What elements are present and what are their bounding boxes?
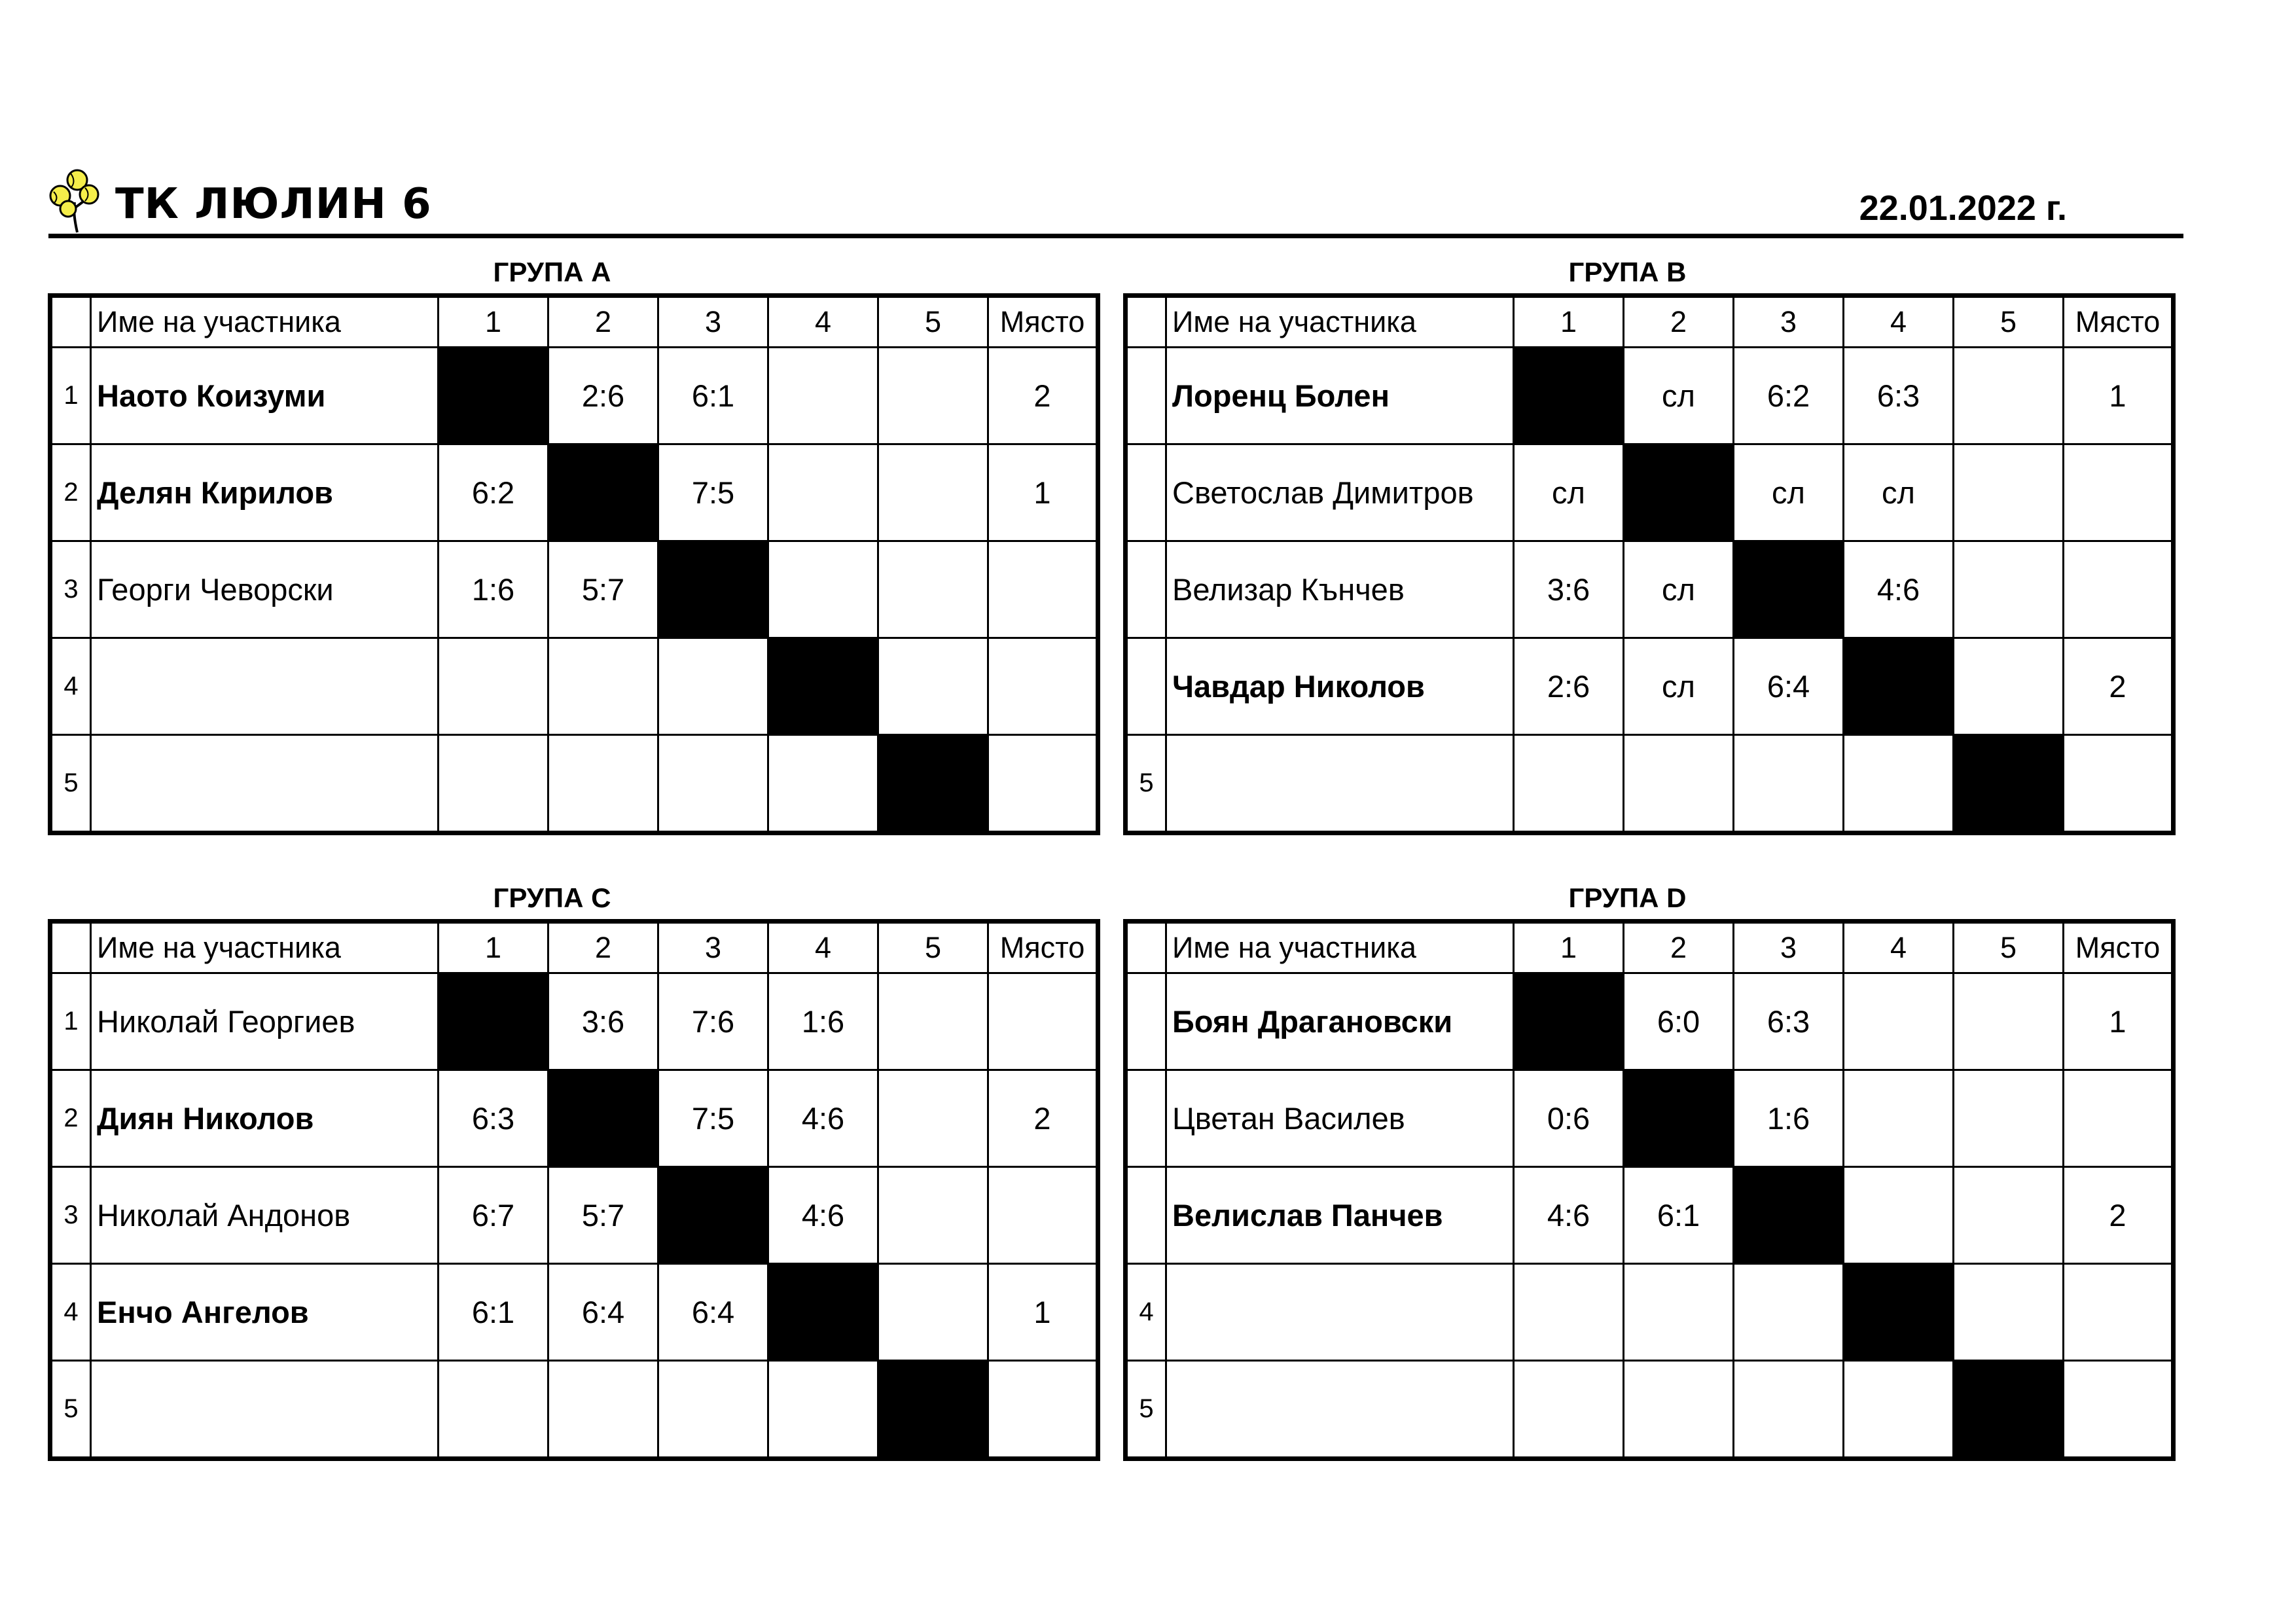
match-result-cell: 6:3 xyxy=(439,1070,548,1167)
row-index-cell xyxy=(1126,444,1166,541)
row-index-cell xyxy=(1126,1167,1166,1264)
match-result-cell xyxy=(1734,1264,1844,1361)
self-match-blocked-cell xyxy=(1514,973,1624,1070)
self-match-blocked-cell xyxy=(1734,541,1844,638)
match-result-cell xyxy=(768,444,878,541)
header-opponent-5-cell: 5 xyxy=(1954,922,2064,973)
participant-name-cell xyxy=(91,735,439,833)
participant-name-cell: Лоренц Болен xyxy=(1166,348,1514,444)
participant-name-cell: Енчо Ангелов xyxy=(91,1264,439,1361)
place-cell: 2 xyxy=(988,1070,1098,1167)
place-cell xyxy=(988,1167,1098,1264)
header-opponent-3-cell: 3 xyxy=(658,922,768,973)
participant-name-cell: Велислав Панчев xyxy=(1166,1167,1514,1264)
self-match-blocked-cell xyxy=(878,735,988,833)
match-result-cell: сл xyxy=(1514,444,1624,541)
participant-name-cell: Николай Георгиев xyxy=(91,973,439,1070)
place-cell: 2 xyxy=(2064,638,2174,735)
place-cell xyxy=(2064,541,2174,638)
match-result-cell: 6:1 xyxy=(439,1264,548,1361)
match-result-cell xyxy=(1954,973,2064,1070)
place-cell: 1 xyxy=(2064,973,2174,1070)
match-result-cell xyxy=(768,735,878,833)
place-cell: 2 xyxy=(2064,1167,2174,1264)
group-table xyxy=(48,919,1100,1461)
self-match-blocked-cell xyxy=(658,541,768,638)
match-result-cell: 5:7 xyxy=(548,1167,658,1264)
match-result-cell: 6:2 xyxy=(1734,348,1844,444)
match-result-cell xyxy=(1844,1167,1954,1264)
match-result-cell: 4:6 xyxy=(1514,1167,1624,1264)
table-row xyxy=(50,1361,1098,1459)
row-index-cell: 3 xyxy=(50,541,91,638)
header-opponent-4-cell: 4 xyxy=(768,296,878,348)
match-result-cell: 3:6 xyxy=(1514,541,1624,638)
tennis-tree-logo-icon xyxy=(48,168,101,234)
match-result-cell xyxy=(1624,1264,1734,1361)
participant-name-cell: Боян Драгановски xyxy=(1166,973,1514,1070)
header-opponent-5-cell: 5 xyxy=(878,296,988,348)
row-index-cell: 2 xyxy=(50,1070,91,1167)
row-index-cell: 2 xyxy=(50,444,91,541)
row-index-cell xyxy=(1126,1070,1166,1167)
match-result-cell xyxy=(1844,1361,1954,1459)
group-table xyxy=(1123,293,2176,835)
group-title: ГРУПА B xyxy=(1568,257,1687,287)
table-row xyxy=(50,541,1098,638)
self-match-blocked-cell xyxy=(548,444,658,541)
header-opponent-5-cell: 5 xyxy=(1954,296,2064,348)
row-index-cell: 5 xyxy=(1126,735,1166,833)
table-row xyxy=(50,973,1098,1070)
match-result-cell xyxy=(1514,1264,1624,1361)
match-result-cell: 3:6 xyxy=(548,973,658,1070)
self-match-blocked-cell xyxy=(1624,444,1734,541)
match-result-cell: 4:6 xyxy=(768,1167,878,1264)
header-opponent-1-cell: 1 xyxy=(439,922,548,973)
place-cell: 1 xyxy=(988,444,1098,541)
match-result-cell: 6:0 xyxy=(1624,973,1734,1070)
table-header-row xyxy=(50,296,1098,348)
header-opponent-2-cell: 2 xyxy=(548,922,658,973)
header-index-cell xyxy=(1126,296,1166,348)
group-title: ГРУПА C xyxy=(493,882,611,913)
row-index-cell: 5 xyxy=(50,1361,91,1459)
match-result-cell xyxy=(878,1264,988,1361)
match-result-cell: 2:6 xyxy=(1514,638,1624,735)
match-result-cell: сл xyxy=(1624,541,1734,638)
match-result-cell xyxy=(548,1361,658,1459)
match-result-cell xyxy=(1954,1264,2064,1361)
header-index-cell xyxy=(1126,922,1166,973)
match-result-cell xyxy=(1954,1167,2064,1264)
place-cell xyxy=(2064,1264,2174,1361)
self-match-blocked-cell xyxy=(768,1264,878,1361)
club-name: ТК ЛЮЛИН 6 xyxy=(115,180,432,228)
match-result-cell: 1:6 xyxy=(1734,1070,1844,1167)
participant-name-cell xyxy=(1166,1264,1514,1361)
match-result-cell: 6:4 xyxy=(548,1264,658,1361)
place-cell xyxy=(988,735,1098,833)
match-result-cell: 6:1 xyxy=(658,348,768,444)
header-place-cell: Място xyxy=(2064,922,2174,973)
row-index-cell: 4 xyxy=(50,638,91,735)
match-result-cell: 7:6 xyxy=(658,973,768,1070)
match-result-cell: 1:6 xyxy=(439,541,548,638)
header-opponent-1-cell: 1 xyxy=(439,296,548,348)
self-match-blocked-cell xyxy=(1734,1167,1844,1264)
row-index-cell xyxy=(1126,973,1166,1070)
match-result-cell xyxy=(548,638,658,735)
place-cell: 1 xyxy=(2064,348,2174,444)
table-row xyxy=(50,444,1098,541)
match-result-cell xyxy=(878,638,988,735)
header-name-cell: Име на участника xyxy=(1166,922,1514,973)
match-result-cell xyxy=(1844,1070,1954,1167)
self-match-blocked-cell xyxy=(658,1167,768,1264)
row-index-cell xyxy=(1126,638,1166,735)
participant-name-cell: Георги Чеворски xyxy=(91,541,439,638)
place-cell xyxy=(988,973,1098,1070)
header-index-cell xyxy=(50,296,91,348)
row-index-cell xyxy=(1126,348,1166,444)
match-result-cell xyxy=(1954,1070,2064,1167)
match-result-cell: 1:6 xyxy=(768,973,878,1070)
event-date: 22.01.2022 г. xyxy=(1859,189,2067,228)
header-index-cell xyxy=(50,922,91,973)
self-match-blocked-cell xyxy=(439,973,548,1070)
header-opponent-2-cell: 2 xyxy=(1624,296,1734,348)
header-place-cell: Място xyxy=(988,296,1098,348)
header-opponent-3-cell: 3 xyxy=(1734,922,1844,973)
match-result-cell xyxy=(878,1070,988,1167)
row-index-cell: 4 xyxy=(50,1264,91,1361)
self-match-blocked-cell xyxy=(1954,735,2064,833)
group-table xyxy=(48,293,1100,835)
page-header xyxy=(48,160,2183,238)
participant-name-cell: Диян Николов xyxy=(91,1070,439,1167)
match-result-cell: 6:1 xyxy=(1624,1167,1734,1264)
match-result-cell: 2:6 xyxy=(548,348,658,444)
row-index-cell: 3 xyxy=(50,1167,91,1264)
match-result-cell xyxy=(1954,541,2064,638)
group-table xyxy=(1123,919,2176,1461)
match-result-cell xyxy=(768,348,878,444)
self-match-blocked-cell xyxy=(439,348,548,444)
header-opponent-1-cell: 1 xyxy=(1514,922,1624,973)
match-result-cell: 6:4 xyxy=(658,1264,768,1361)
match-result-cell xyxy=(658,735,768,833)
row-index-cell: 1 xyxy=(50,973,91,1070)
match-result-cell xyxy=(439,735,548,833)
match-result-cell: сл xyxy=(1624,638,1734,735)
header-opponent-3-cell: 3 xyxy=(1734,296,1844,348)
table-row xyxy=(1126,638,2174,735)
header-opponent-3-cell: 3 xyxy=(658,296,768,348)
row-index-cell: 4 xyxy=(1126,1264,1166,1361)
self-match-blocked-cell xyxy=(1954,1361,2064,1459)
table-row xyxy=(1126,1264,2174,1361)
match-result-cell: 7:5 xyxy=(658,444,768,541)
match-result-cell: 6:3 xyxy=(1844,348,1954,444)
table-row xyxy=(1126,735,2174,833)
match-result-cell: 7:5 xyxy=(658,1070,768,1167)
header-opponent-2-cell: 2 xyxy=(1624,922,1734,973)
participant-name-cell xyxy=(91,1361,439,1459)
header-place-cell: Място xyxy=(2064,296,2174,348)
match-result-cell xyxy=(878,541,988,638)
place-cell xyxy=(988,638,1098,735)
match-result-cell xyxy=(1954,444,2064,541)
table-row xyxy=(50,638,1098,735)
header-opponent-4-cell: 4 xyxy=(1844,922,1954,973)
place-cell xyxy=(988,1361,1098,1459)
participant-name-cell xyxy=(91,638,439,735)
participant-name-cell: Чавдар Николов xyxy=(1166,638,1514,735)
match-result-cell: 0:6 xyxy=(1514,1070,1624,1167)
participant-name-cell: Цветан Василев xyxy=(1166,1070,1514,1167)
table-row xyxy=(1126,1070,2174,1167)
match-result-cell: 5:7 xyxy=(548,541,658,638)
participant-name-cell: Делян Кирилов xyxy=(91,444,439,541)
match-result-cell xyxy=(878,973,988,1070)
match-result-cell xyxy=(878,444,988,541)
table-row xyxy=(1126,541,2174,638)
match-result-cell: 6:3 xyxy=(1734,973,1844,1070)
header-name-cell: Име на участника xyxy=(91,296,439,348)
match-result-cell xyxy=(1954,638,2064,735)
match-result-cell: 4:6 xyxy=(768,1070,878,1167)
table-row xyxy=(1126,1167,2174,1264)
match-result-cell xyxy=(768,541,878,638)
self-match-blocked-cell xyxy=(878,1361,988,1459)
self-match-blocked-cell xyxy=(1514,348,1624,444)
match-result-cell: 6:4 xyxy=(1734,638,1844,735)
place-cell: 1 xyxy=(988,1264,1098,1361)
match-result-cell xyxy=(1844,973,1954,1070)
place-cell xyxy=(2064,735,2174,833)
table-row xyxy=(50,1167,1098,1264)
place-cell xyxy=(2064,1361,2174,1459)
table-row xyxy=(1126,348,2174,444)
match-result-cell xyxy=(658,1361,768,1459)
place-cell xyxy=(988,541,1098,638)
row-index-cell: 5 xyxy=(1126,1361,1166,1459)
header-opponent-4-cell: 4 xyxy=(768,922,878,973)
group-title: ГРУПА D xyxy=(1568,882,1687,913)
table-header-row xyxy=(50,922,1098,973)
match-result-cell: 6:7 xyxy=(439,1167,548,1264)
table-row xyxy=(1126,1361,2174,1459)
match-result-cell: 4:6 xyxy=(1844,541,1954,638)
self-match-blocked-cell xyxy=(768,638,878,735)
match-result-cell xyxy=(878,1167,988,1264)
match-result-cell xyxy=(439,638,548,735)
participant-name-cell: Наото Коизуми xyxy=(91,348,439,444)
table-row xyxy=(50,1264,1098,1361)
match-result-cell xyxy=(548,735,658,833)
match-result-cell xyxy=(768,1361,878,1459)
match-result-cell xyxy=(1734,735,1844,833)
match-result-cell xyxy=(1954,348,2064,444)
table-row xyxy=(50,1070,1098,1167)
place-cell xyxy=(2064,444,2174,541)
participant-name-cell: Светослав Димитров xyxy=(1166,444,1514,541)
self-match-blocked-cell xyxy=(1624,1070,1734,1167)
group-title: ГРУПА А xyxy=(493,257,611,287)
participant-name-cell xyxy=(1166,1361,1514,1459)
match-result-cell xyxy=(878,348,988,444)
participant-name-cell: Велизар Кънчев xyxy=(1166,541,1514,638)
match-result-cell xyxy=(1624,1361,1734,1459)
match-result-cell xyxy=(1624,735,1734,833)
self-match-blocked-cell xyxy=(1844,1264,1954,1361)
match-result-cell xyxy=(1514,735,1624,833)
row-index-cell: 5 xyxy=(50,735,91,833)
row-index-cell xyxy=(1126,541,1166,638)
header-opponent-4-cell: 4 xyxy=(1844,296,1954,348)
table-row xyxy=(50,735,1098,833)
place-cell: 2 xyxy=(988,348,1098,444)
match-result-cell: сл xyxy=(1734,444,1844,541)
header-opponent-5-cell: 5 xyxy=(878,922,988,973)
table-header-row xyxy=(1126,296,2174,348)
header-place-cell: Място xyxy=(988,922,1098,973)
header-opponent-1-cell: 1 xyxy=(1514,296,1624,348)
match-result-cell: сл xyxy=(1844,444,1954,541)
match-result-cell: сл xyxy=(1624,348,1734,444)
table-row xyxy=(1126,973,2174,1070)
table-header-row xyxy=(1126,922,2174,973)
match-result-cell xyxy=(439,1361,548,1459)
self-match-blocked-cell xyxy=(548,1070,658,1167)
table-row xyxy=(50,348,1098,444)
table-row xyxy=(1126,444,2174,541)
match-result-cell: 6:2 xyxy=(439,444,548,541)
place-cell xyxy=(2064,1070,2174,1167)
match-result-cell xyxy=(658,638,768,735)
match-result-cell xyxy=(1734,1361,1844,1459)
self-match-blocked-cell xyxy=(1844,638,1954,735)
match-result-cell xyxy=(1844,735,1954,833)
row-index-cell: 1 xyxy=(50,348,91,444)
header-name-cell: Име на участника xyxy=(1166,296,1514,348)
header-name-cell: Име на участника xyxy=(91,922,439,973)
participant-name-cell xyxy=(1166,735,1514,833)
match-result-cell xyxy=(1514,1361,1624,1459)
header-opponent-2-cell: 2 xyxy=(548,296,658,348)
participant-name-cell: Николай Андонов xyxy=(91,1167,439,1264)
